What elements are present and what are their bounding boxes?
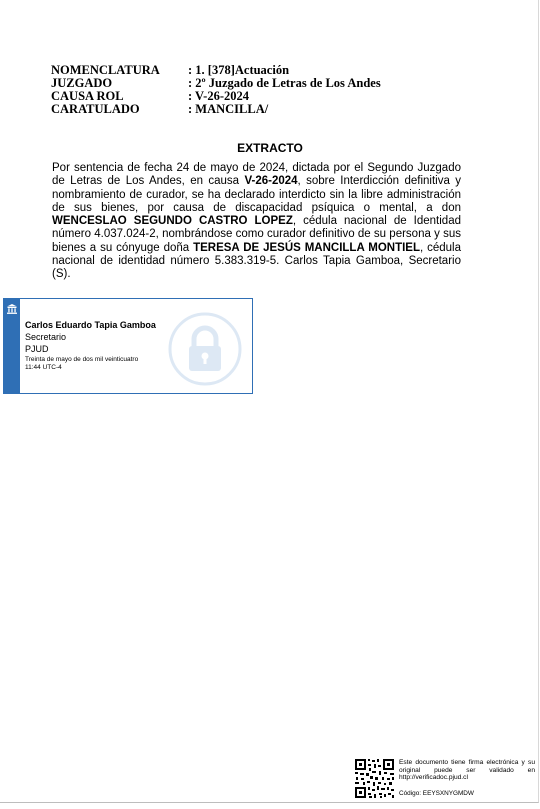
extracto-text: Por sentencia de fecha 24 de mayo de 2024, dictada por el Segundo Juzgado de Letras de Los Andes, en causa (52, 162, 461, 188)
extracto-text: , cédula nacional de identidad número 5.383.319-5. Carlos Tapia Gamboa, Secretario (S). (52, 241, 461, 281)
curadora-name: TERESA DE JESÚS MANCILLA MONTIEL (193, 241, 420, 254)
header-label: CARATULADO (51, 102, 140, 116)
document-header (51, 64, 381, 116)
signature-details (25, 319, 156, 371)
signer-name: Carlos Eduardo Tapia Gamboa (25, 320, 156, 330)
header-row-caratulado (51, 103, 381, 116)
extracto-text: , sobre Interdicción definitiva y nombramiento de curador, se ha declarado interdicto sin la libre administración de sus bienes, por causa de discapacidad psíquica o mental, a don (52, 175, 461, 214)
extracto-paragraph (52, 162, 461, 282)
signer-org: PJUD (25, 344, 49, 354)
header-label: JUZGADO (51, 76, 113, 90)
extracto-body (52, 162, 461, 282)
verification-footer (354, 758, 534, 800)
causa-rol-bold: V-26-2024 (244, 175, 298, 188)
signature-time-line: 11:44 UTC-4 (25, 363, 62, 371)
header-value: : MANCILLA/ (188, 102, 269, 116)
verification-code: Código: EEYSXNYGMDW (399, 790, 474, 797)
verification-note: Este documento tiene firma electrónica y su original puede ser validado en http://verificadoc.pjud.cl (399, 759, 535, 782)
qr-code-icon (354, 758, 395, 799)
header-value: : 2º Juzgado de Letras de Los Andes (188, 76, 381, 90)
signature-strip (4, 299, 20, 393)
signature-date (25, 356, 156, 371)
courthouse-icon (6, 303, 18, 315)
lock-icon (167, 311, 243, 387)
header-value: : 1. [378]Actuación (188, 63, 290, 77)
header-label: CAUSA ROL (51, 89, 124, 103)
header-value: : V-26-2024 (188, 89, 249, 103)
signature-date-line: Treinta de mayo de dos mil veinticuatro (25, 356, 139, 363)
signer-role: Secretario (25, 332, 67, 342)
header-label: NOMENCLATURA (51, 63, 160, 77)
extracto-title: EXTRACTO (237, 141, 303, 155)
electronic-signature-box (3, 298, 253, 394)
interdicto-name: WENCESLAO SEGUNDO CASTRO LOPEZ (52, 215, 293, 228)
extracto-text: , cédula nacional de Identidad número 4.037.024-2, nombrándose como curador definitivo de su persona y sus bienes a su cónyuge doña (52, 215, 461, 254)
